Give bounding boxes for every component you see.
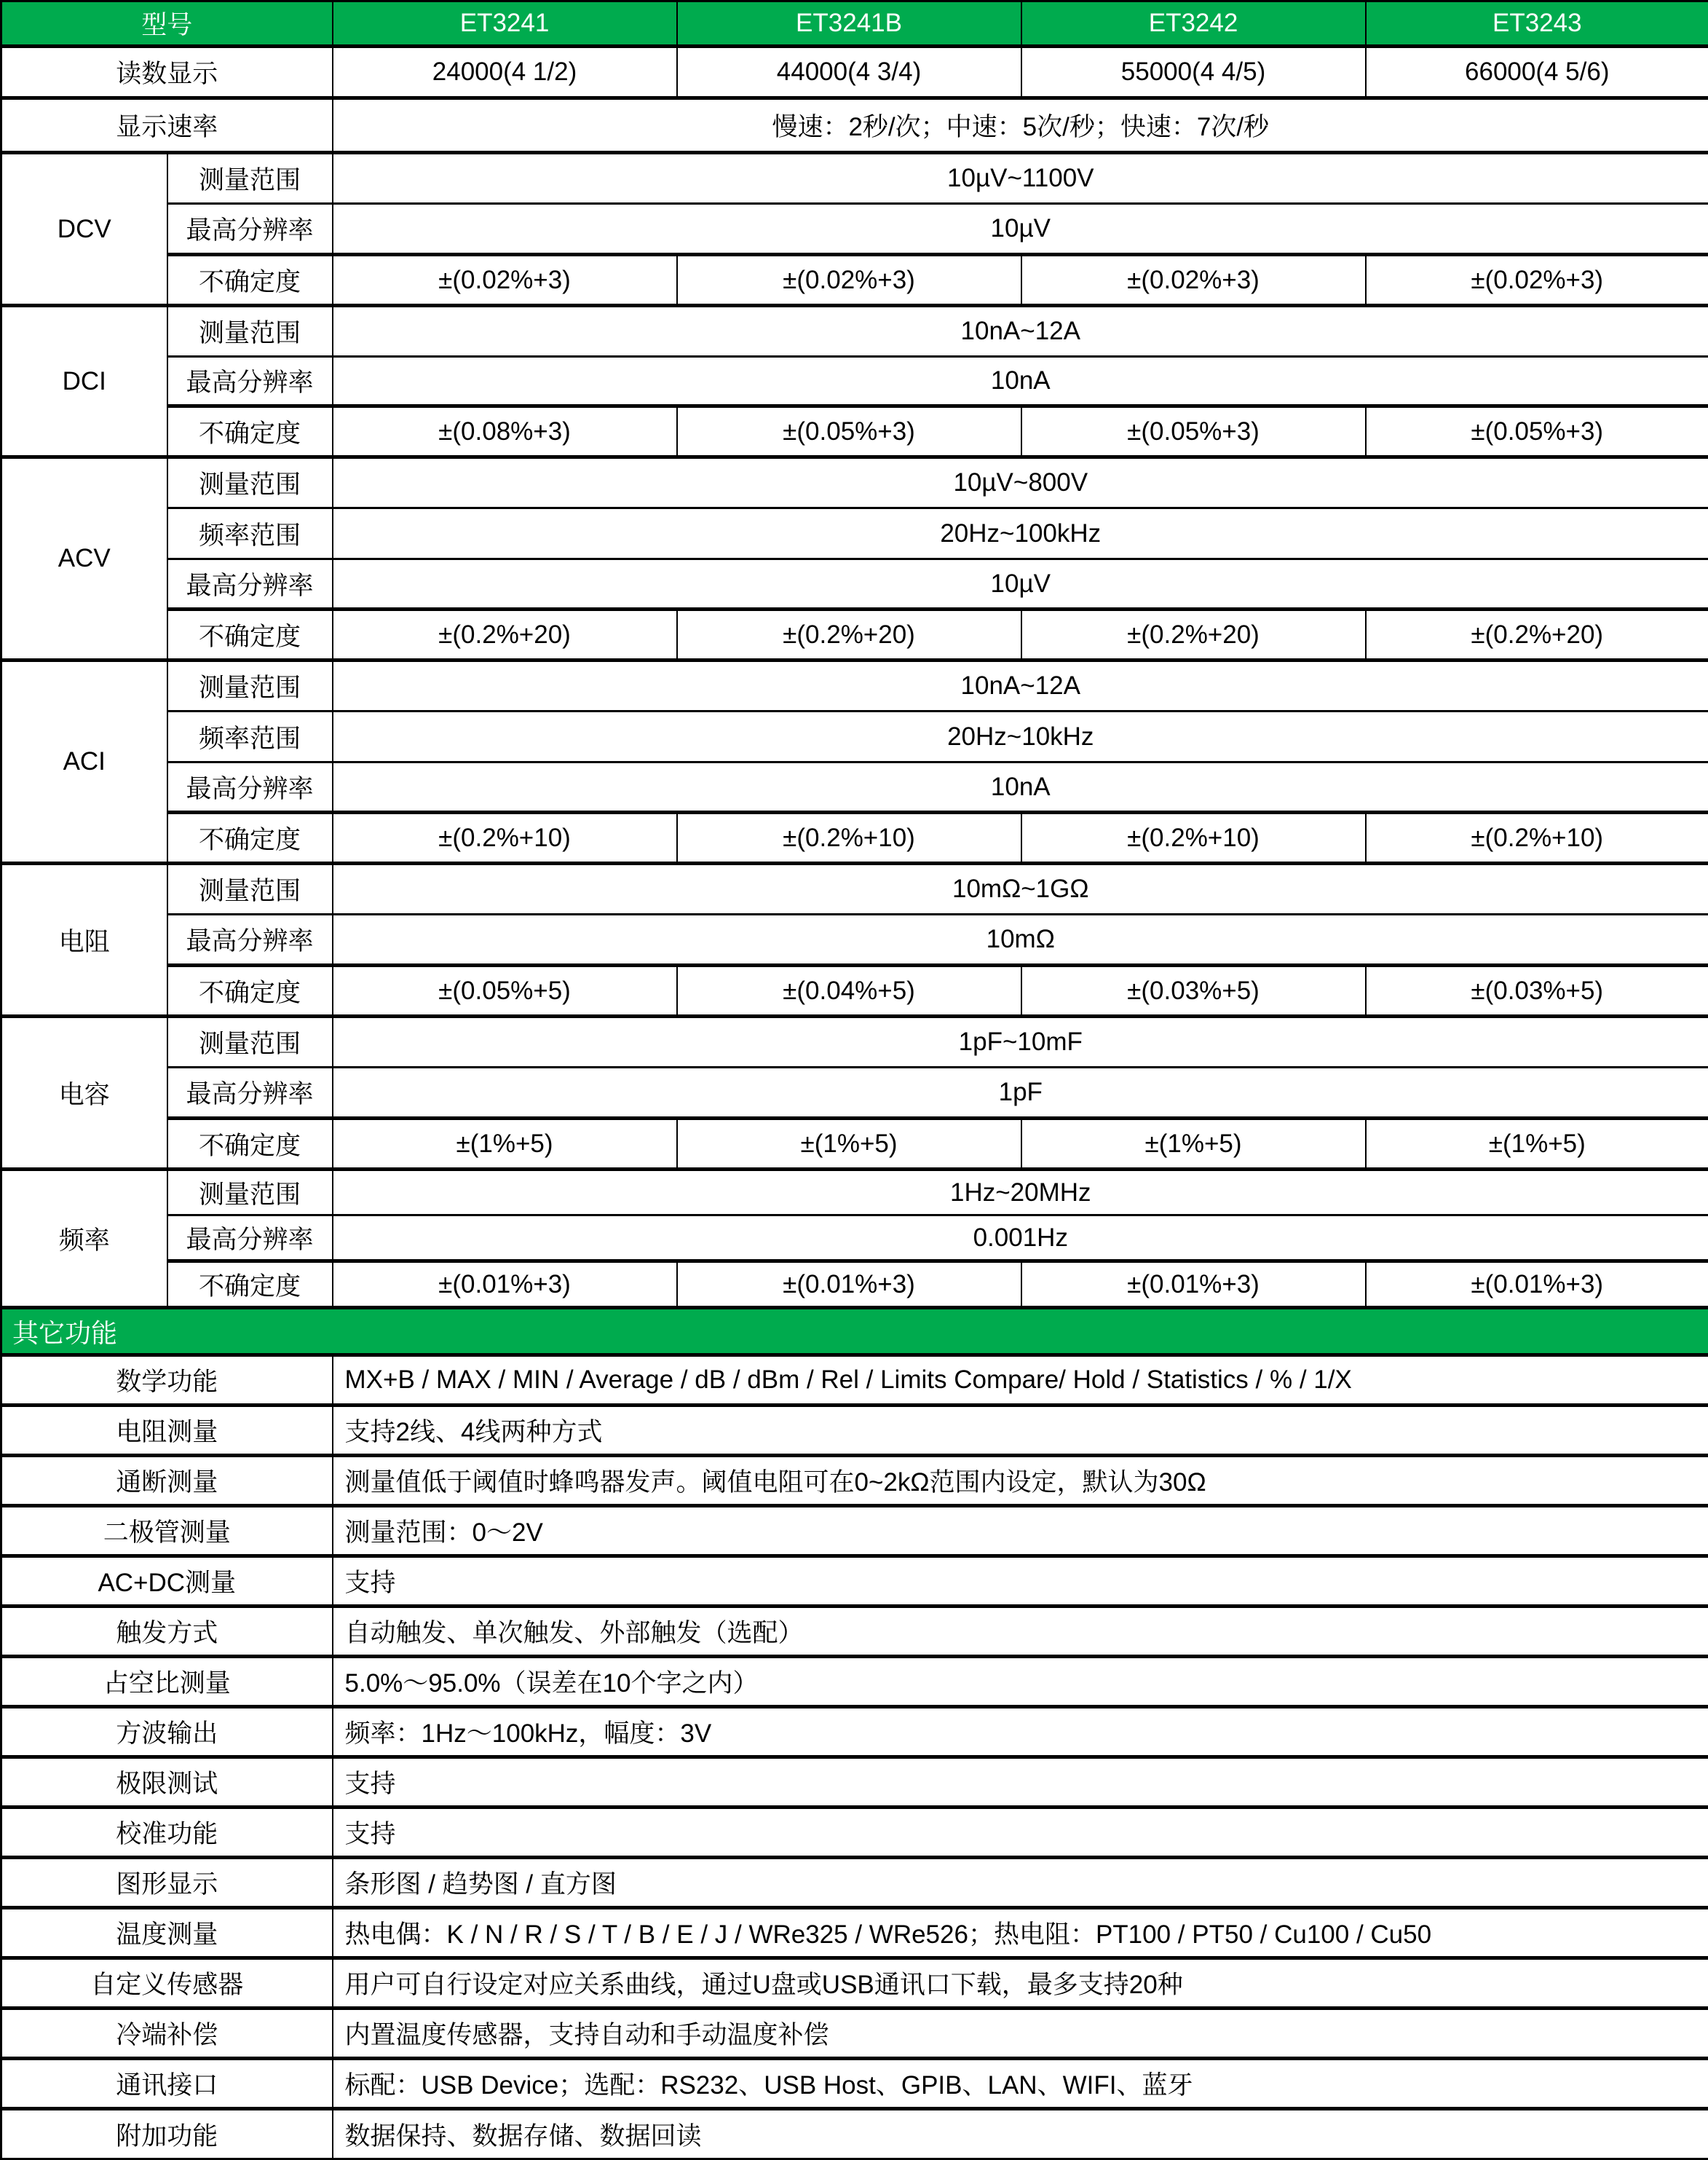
spec-label: 测量范围 [167, 661, 333, 712]
spec-label: 频率范围 [167, 508, 333, 559]
spec-label: 最高分辨率 [167, 1215, 333, 1261]
spec-value: ±(0.2%+10) [1021, 813, 1366, 864]
section-group-label: ACV [1, 457, 167, 661]
spec-value: 10µV~800V [333, 457, 1708, 508]
spec-value: ±(0.2%+10) [333, 813, 677, 864]
spec-value: ±(0.01%+3) [1021, 1261, 1366, 1308]
feature-label: 方波输出 [1, 1707, 333, 1757]
spec-value: 0.001Hz [333, 1215, 1708, 1261]
spec-value: ±(0.2%+20) [333, 610, 677, 661]
table-row [1, 2109, 1708, 2159]
spec-value: 1pF [333, 1068, 1708, 1119]
model-name: ET3241B [677, 1, 1021, 47]
table-row [1, 1657, 1708, 1707]
table-row [1, 255, 1708, 306]
spec-value: 10µV [333, 559, 1708, 610]
spec-label: 不确定度 [167, 1119, 333, 1170]
section-group-label: 频率 [1, 1170, 167, 1308]
spec-value: 1Hz~20MHz [333, 1170, 1708, 1215]
spec-value: 10mΩ~1GΩ [333, 864, 1708, 915]
feature-label: 占空比测量 [1, 1657, 333, 1707]
spec-value: ±(0.2%+10) [1366, 813, 1708, 864]
spec-value: 10mΩ [333, 915, 1708, 966]
spec-label: 测量范围 [167, 457, 333, 508]
reading-value: 55000(4 4/5) [1021, 47, 1366, 98]
other-functions-header-row [1, 1308, 1708, 1355]
feature-value: 测量范围：0～2V [333, 1506, 1708, 1556]
spec-value: 20Hz~100kHz [333, 508, 1708, 559]
feature-label: 数学功能 [1, 1355, 333, 1406]
feature-label: 附加功能 [1, 2109, 333, 2159]
reading-row [1, 47, 1708, 98]
feature-value: 内置温度传感器，支持自动和手动温度补偿 [333, 2009, 1708, 2059]
speed-value: 慢速：2秒/次；中速：5次/秒；快速：7次/秒 [333, 98, 1708, 153]
reading-value: 24000(4 1/2) [333, 47, 677, 98]
spec-value: ±(0.02%+3) [1366, 255, 1708, 306]
spec-value: ±(0.02%+3) [677, 255, 1021, 306]
spec-value: ±(0.2%+20) [677, 610, 1021, 661]
table-row [1, 1958, 1708, 2009]
feature-value: 数据保持、数据存储、数据回读 [333, 2109, 1708, 2159]
spec-label: 最高分辨率 [167, 1068, 333, 1119]
feature-label: 电阻测量 [1, 1406, 333, 1456]
feature-value: 热电偶：K / N / R / S / T / B / E / J / WRe325 / WRe526；热电阻：PT100 / PT50 / Cu100 / Cu50 [333, 1908, 1708, 1958]
feature-value: 用户可自行设定对应关系曲线，通过U盘或USB通讯口下载，最多支持20种 [333, 1958, 1708, 2009]
table-row [1, 559, 1708, 610]
feature-label: 冷端补偿 [1, 2009, 333, 2059]
feature-value: 支持 [333, 1757, 1708, 1808]
section-group-label: 电阻 [1, 864, 167, 1017]
table-row [1, 1908, 1708, 1958]
feature-label: 图形显示 [1, 1858, 333, 1908]
spec-value: ±(0.05%+3) [1366, 406, 1708, 457]
reading-label: 读数显示 [1, 47, 333, 98]
table-row [1, 1406, 1708, 1456]
section-group-label: 电容 [1, 1017, 167, 1170]
table-row [1, 1017, 1708, 1068]
table-row [1, 357, 1708, 406]
spec-value: ±(0.2%+20) [1021, 610, 1366, 661]
table-row [1, 712, 1708, 762]
spec-label: 不确定度 [167, 813, 333, 864]
feature-value: 支持 [333, 1556, 1708, 1607]
spec-label: 测量范围 [167, 864, 333, 915]
spec-value: ±(0.01%+3) [677, 1261, 1021, 1308]
feature-value: 支持 [333, 1808, 1708, 1858]
table-row [1, 813, 1708, 864]
feature-value: 5.0%～95.0%（误差在10个字之内） [333, 1657, 1708, 1707]
spec-label: 测量范围 [167, 1170, 333, 1215]
table-row [1, 1355, 1708, 1406]
table-row [1, 915, 1708, 966]
spec-value: ±(0.04%+5) [677, 966, 1021, 1017]
table-row [1, 1215, 1708, 1261]
spec-value: 10µV [333, 204, 1708, 255]
table-row [1, 1556, 1708, 1607]
feature-value: 测量值低于阈值时蜂鸣器发声。阈值电阻可在0~2kΩ范围内设定，默认为30Ω [333, 1456, 1708, 1506]
feature-value: 标配：USB Device；选配：RS232、USB Host、GPIB、LAN、WIFI、蓝牙 [333, 2059, 1708, 2109]
table-row [1, 1808, 1708, 1858]
spec-value: ±(1%+5) [1366, 1119, 1708, 1170]
spec-label: 不确定度 [167, 255, 333, 306]
spec-value: 1pF~10mF [333, 1017, 1708, 1068]
spec-value: ±(1%+5) [1021, 1119, 1366, 1170]
spec-value: 10nA [333, 762, 1708, 813]
feature-label: 极限测试 [1, 1757, 333, 1808]
spec-value: ±(0.2%+20) [1366, 610, 1708, 661]
table-row [1, 306, 1708, 357]
table-row [1, 2059, 1708, 2109]
feature-label: 通断测量 [1, 1456, 333, 1506]
feature-value: MX+B / MAX / MIN / Average / dB / dBm / Rel / Limits Compare/ Hold / Statistics / % / 1/X [333, 1355, 1708, 1406]
feature-label: 校准功能 [1, 1808, 333, 1858]
table-row [1, 1607, 1708, 1657]
table-row [1, 762, 1708, 813]
spec-label: 最高分辨率 [167, 357, 333, 406]
table-row [1, 610, 1708, 661]
table-row [1, 864, 1708, 915]
spec-label: 不确定度 [167, 966, 333, 1017]
spec-value: ±(0.05%+3) [1021, 406, 1366, 457]
spec-value: 10µV~1100V [333, 153, 1708, 204]
table-row [1, 1506, 1708, 1556]
table-row [1, 406, 1708, 457]
table-row [1, 1170, 1708, 1215]
feature-value: 支持2线、4线两种方式 [333, 1406, 1708, 1456]
spec-label: 不确定度 [167, 406, 333, 457]
feature-value: 自动触发、单次触发、外部触发（选配） [333, 1607, 1708, 1657]
spec-value: ±(0.01%+3) [333, 1261, 677, 1308]
feature-label: 触发方式 [1, 1607, 333, 1657]
spec-value: ±(1%+5) [333, 1119, 677, 1170]
spec-label: 最高分辨率 [167, 559, 333, 610]
spec-value: ±(0.05%+5) [333, 966, 677, 1017]
table-row [1, 1707, 1708, 1757]
other-functions-header: 其它功能 [1, 1308, 1708, 1355]
table-row [1, 1068, 1708, 1119]
table-row [1, 2009, 1708, 2059]
table-row [1, 1456, 1708, 1506]
spec-value: 10nA~12A [333, 661, 1708, 712]
spec-label: 最高分辨率 [167, 204, 333, 255]
reading-value: 44000(4 3/4) [677, 47, 1021, 98]
spec-value: ±(0.03%+5) [1366, 966, 1708, 1017]
spec-label: 测量范围 [167, 153, 333, 204]
table-row [1, 153, 1708, 204]
spec-label: 测量范围 [167, 306, 333, 357]
spec-label: 不确定度 [167, 610, 333, 661]
section-group-label: DCV [1, 153, 167, 306]
feature-value: 频率：1Hz～100kHz，幅度：3V [333, 1707, 1708, 1757]
speed-label: 显示速率 [1, 98, 333, 153]
model-header-row [1, 1, 1708, 47]
feature-label: AC+DC测量 [1, 1556, 333, 1607]
feature-label: 二极管测量 [1, 1506, 333, 1556]
table-row [1, 661, 1708, 712]
spec-value: ±(0.03%+5) [1021, 966, 1366, 1017]
model-name: ET3243 [1366, 1, 1708, 47]
section-group-label: DCI [1, 306, 167, 457]
feature-value: 条形图 / 趋势图 / 直方图 [333, 1858, 1708, 1908]
spec-value: ±(0.05%+3) [677, 406, 1021, 457]
spec-value: ±(0.08%+3) [333, 406, 677, 457]
table-row [1, 508, 1708, 559]
table-row [1, 1858, 1708, 1908]
spec-value: ±(0.02%+3) [1021, 255, 1366, 306]
spec-value: 10nA~12A [333, 306, 1708, 357]
spec-label: 最高分辨率 [167, 915, 333, 966]
spec-value: ±(1%+5) [677, 1119, 1021, 1170]
table-row [1, 1757, 1708, 1808]
table-row [1, 204, 1708, 255]
model-header-label: 型号 [1, 1, 333, 47]
spec-value: ±(0.01%+3) [1366, 1261, 1708, 1308]
section-group-label: ACI [1, 661, 167, 864]
feature-label: 温度测量 [1, 1908, 333, 1958]
spec-label: 测量范围 [167, 1017, 333, 1068]
spec-value: ±(0.02%+3) [333, 255, 677, 306]
table-row [1, 1119, 1708, 1170]
spec-label: 最高分辨率 [167, 762, 333, 813]
spec-label: 频率范围 [167, 712, 333, 762]
spec-value: ±(0.2%+10) [677, 813, 1021, 864]
model-name: ET3241 [333, 1, 677, 47]
spec-label: 不确定度 [167, 1261, 333, 1308]
spec-value: 10nA [333, 357, 1708, 406]
model-name: ET3242 [1021, 1, 1366, 47]
feature-label: 自定义传感器 [1, 1958, 333, 2009]
table-row [1, 966, 1708, 1017]
speed-row [1, 98, 1708, 153]
spec-value: 20Hz~10kHz [333, 712, 1708, 762]
feature-label: 通讯接口 [1, 2059, 333, 2109]
table-row [1, 457, 1708, 508]
reading-value: 66000(4 5/6) [1366, 47, 1708, 98]
table-row [1, 1261, 1708, 1308]
